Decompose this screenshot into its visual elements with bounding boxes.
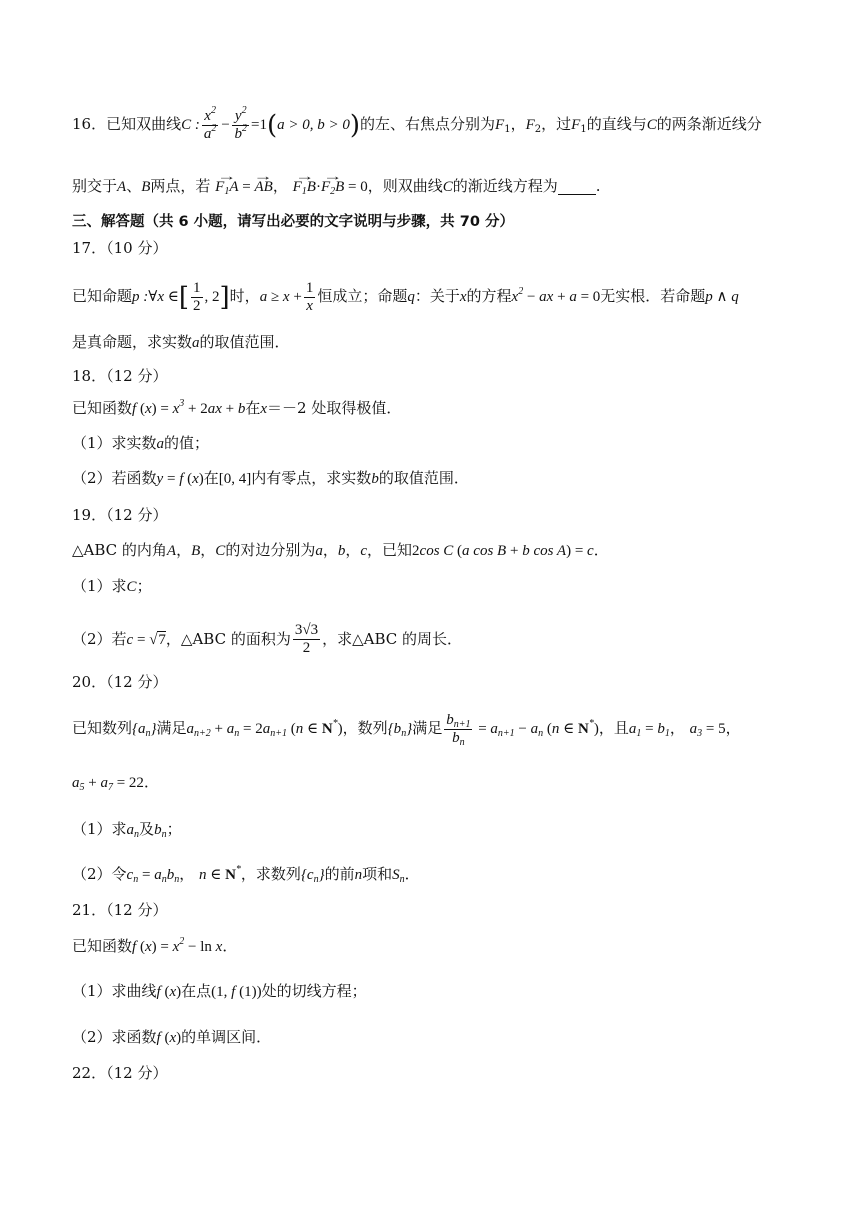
q20-text-5: ，且	[598, 719, 629, 738]
q21-part-1: （1）求曲线f (x)在点(1, f (1))处的切线方程；	[72, 982, 367, 1000]
q16-comma: ，	[510, 115, 526, 134]
q17-header: 17．（10 分）	[72, 239, 168, 257]
q19-p2-text-b: ，△ABC 的面积为	[165, 629, 291, 648]
q17-text-2: 时，	[229, 287, 260, 306]
q18-text-1: 已知函数	[72, 399, 133, 417]
q19-p2-text-c: ，求△ABC 的周长．	[322, 629, 462, 648]
q21-header: 21．（12 分）	[72, 901, 168, 919]
q21-text-1: 已知函数	[72, 937, 133, 955]
q16-text-5: 的两条渐近线分	[656, 115, 762, 134]
q19-part-1: （1）求C；	[72, 577, 152, 595]
q19-text-3: ，已知	[367, 541, 413, 559]
q20-part-1: （1）求$a_n$及$b_n$；	[72, 820, 182, 840]
q18-part-2: （2）若函数y = f (x)在[0, 4]内有零点，求实数b的取值范围．	[72, 469, 469, 487]
q19-p1-text-b: ；	[136, 577, 152, 595]
q16-text-4: 的直线与	[586, 115, 647, 134]
q17-text-8: 的取值范围．	[199, 333, 290, 351]
q19-header: 19．（12 分）	[72, 506, 168, 524]
q20-formula-a: $a_{n+2} + a_n = 2a_{n+1}$ (n ∈ N*)	[186, 718, 343, 740]
q20-text-3: ，数列	[342, 719, 388, 738]
q20-formula-b: $\frac{b_{n+1}}{b_n}$ = $a_{n+1} - a_n$ (n ∈ N*)	[446, 712, 599, 749]
q19-formula: 2cos C (a cos B + b cos A) = c	[412, 543, 594, 559]
q20-text-2: 满足	[156, 719, 187, 738]
q17-text-3: 恒成立；命题	[317, 287, 408, 306]
q17-line-1: 已知命题p :∀x ∈[ $\frac{1}{2}$ , 2]时，a ≥ x + $\frac{1}{x}$ 恒成立；命题q：关于x的方程$x^2$ − ax + a = 0无实根．若命题p ∧ q	[72, 280, 739, 315]
q19-part-2: （2）若c = √7，△ABC 的面积为 $\frac{3√3}{2}$ ，求△ABC 的周长．	[72, 622, 462, 657]
q17-formula-ineq: a ≥ x + $\frac{1}{x}$	[259, 280, 314, 315]
q17-formula-eq: $x^2$ − ax + a = 0	[511, 286, 601, 306]
q16-end: .	[595, 177, 601, 195]
q16-line-1: 16．已知双曲线C : $\frac{x^2}{a^2}$ − $\frac{y^2}{b^2}$ =1(a > 0, b > 0)的左、右焦点分别为$F_1$，$F_2$，过$F_1$的直线与C的两条渐近线分	[72, 105, 762, 143]
q20-text-1: 已知数列	[72, 719, 133, 738]
q16-dot-product: → $F_1B\cdot\to F_2B = 0$	[293, 179, 368, 195]
q21-part-2: （2）求函数f (x)的单调区间．	[72, 1028, 272, 1046]
q19-line-1: △ABC 的内角A，B，C的对边分别为a，b，c，已知2cos C (a cos B + b cos A) = c．	[72, 541, 609, 559]
q20-p2-text-b: ，求数列	[240, 865, 301, 883]
q16-number: 16．	[72, 115, 107, 134]
q20-p1-text: （1）求	[72, 820, 127, 838]
q16-text-9: 的渐近线方程为	[452, 177, 558, 195]
q21-p1-text: （1）求曲线	[72, 982, 157, 1000]
q16-line-2: 别交于A、B两点，若 → $F_1A$ = → AB， → $F_1B\cdot\to F_2B = 0$，则双曲线C的渐近线方程为 .	[72, 174, 800, 199]
q19-p2-text: （2）若	[72, 629, 127, 648]
q19-text-1: △ABC 的内角	[72, 541, 167, 559]
q18-text-2: 在	[245, 399, 261, 417]
q19-text-2: 的对边分别为	[225, 541, 316, 559]
q18-p2-text: （2）若函数	[72, 469, 157, 487]
q17-text-4: ：关于	[414, 287, 460, 306]
q21-p1-text-c: 处的切线方程；	[261, 982, 367, 1000]
q16-text-6: 别交于	[72, 177, 118, 195]
q18-line-1: 已知函数f $(x) = x^3 + 2ax + b$在x＝－2 处取得极值．	[72, 398, 402, 417]
q20-p2-text-e: ．	[404, 865, 420, 883]
q20-text-4: 满足	[412, 719, 443, 738]
q18-part-1: （1）求实数a的值；	[72, 434, 210, 452]
q20-formula-sum: $a_5 + a_7 = 22$	[72, 775, 144, 793]
q16-text-1: 已知双曲线	[106, 115, 182, 134]
q20-line-1: 已知数列$\{a_n\}$满足$a_{n+2} + a_n = 2a_{n+1}$ (n ∈ N*)，数列$\{b_n\}$满足 $\frac{b_{n+1}}{b_n}$ = $a_{n+1} - a_n$ (n ∈ N*)，且$a_1 = b_1$， $a_3 = 5$，	[72, 712, 741, 749]
q17-formula-and: p ∧ q	[705, 289, 739, 306]
q20-p2-text: （2）令	[72, 865, 127, 883]
q20-part-2: （2）令$c_n = a_nb_n$， n ∈ N*，求数列$\{c_n\}$的前n项和$S_n$．	[72, 864, 420, 885]
q20-line-2: $a_5 + a_7 = 22$．	[72, 773, 159, 793]
section-3-title: 三、解答题（共 6 小题，请写出必要的文字说明与步骤，共 70 分）	[72, 214, 514, 230]
q17-text-1: 已知命题	[72, 287, 133, 306]
q18-formula-f: f $(x) = x^3 + 2ax + b$	[132, 398, 246, 417]
q18-p2-text-d: 的取值范围．	[378, 469, 469, 487]
q16-text-2: 的左、右焦点分别为	[360, 115, 496, 134]
q21-p2-text-b: 的单调区间．	[181, 1028, 272, 1046]
q18-p1-text-b: 的值；	[164, 434, 210, 452]
q16-text-8: ，则双曲线	[367, 177, 443, 195]
q16-formula-hyperbola: C : $\frac{x^2}{a^2}$ − $\frac{y^2}{b^2}$ =1(a > 0, b > 0)	[181, 105, 361, 143]
q16-answer-blank	[558, 180, 596, 195]
q22-header: 22．（12 分）	[72, 1064, 168, 1082]
q18-p1-text: （1）求实数	[72, 434, 157, 452]
q21-p1-text-b: 在点	[181, 982, 212, 1000]
q21-p2-text: （2）求函数	[72, 1028, 157, 1046]
q16-text-7: 两点，若	[150, 177, 211, 195]
q18-p2-text-b: 在	[203, 469, 219, 487]
q20-header: 20．（12 分）	[72, 673, 168, 691]
q19-p1-text: （1）求	[72, 577, 127, 595]
q20-p2-text-c: 的前	[324, 865, 355, 883]
q20-p2-text-d: 项和	[362, 865, 393, 883]
q16-vector-condition: → $F_1A$ = → AB	[215, 179, 273, 195]
q18-p2-text-c: 内有零点，求实数	[251, 469, 372, 487]
q21-line-1: 已知函数f $(x) = x^2 - \ln x$．	[72, 936, 238, 955]
q17-text-5: 的方程	[466, 287, 512, 306]
q21-formula-f: f $(x) = x^2 - \ln x$	[132, 936, 223, 955]
q18-header: 18．（12 分）	[72, 367, 168, 385]
q16-text-3: ，过	[541, 115, 572, 134]
q18-text-3: ＝－2 处取得极值．	[267, 399, 402, 417]
q17-text-7: 是真命题，求实数	[72, 333, 193, 351]
q20-p1-text-b: 及	[139, 820, 155, 838]
q17-line-2: 是真命题，求实数a的取值范围．	[72, 333, 290, 351]
q17-formula-p: p :∀x ∈[ $\frac{1}{2}$ , 2]	[132, 280, 230, 315]
q20-p1-text-c: ；	[166, 820, 182, 838]
q17-text-6: 无实根．若命题	[600, 287, 706, 306]
